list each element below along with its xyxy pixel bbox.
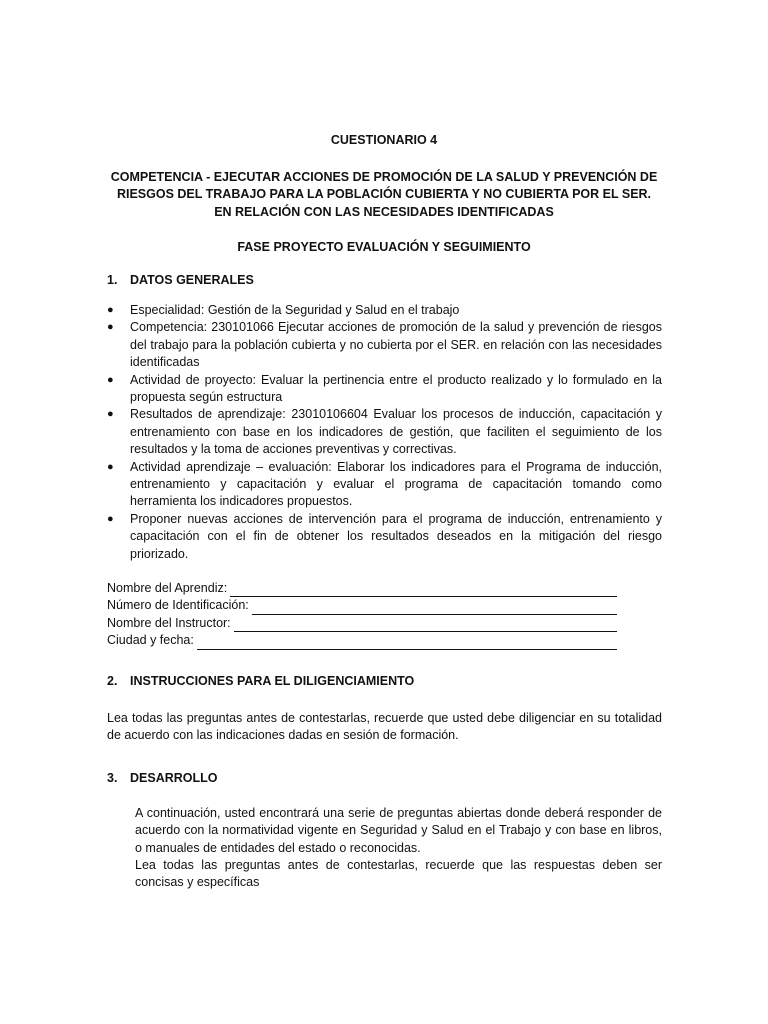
identificacion-blank-line[interactable] [252, 601, 617, 615]
desarrollo-paragraph-2: Lea todas las preguntas antes de contestarlas, recuerde que las respuestas deben ser concisas y específicas [135, 858, 662, 890]
ciudad-fecha-field[interactable] [107, 632, 617, 649]
section-3-heading [107, 770, 218, 787]
section-1-title: DATOS GENERALES [130, 273, 254, 287]
list-item-text: Actividad de proyecto: Evaluar la pertinencia entre el producto realizado y lo formulado en la propuesta según estructura [130, 372, 662, 405]
section-2-title: INSTRUCCIONES PARA EL DILIGENCIAMIENTO [130, 674, 415, 688]
desarrollo-paragraph-1: A continuación, usted encontrará una serie de preguntas abiertas donde deberá responder de acuerdo con la normatividad vigente en Seguridad y Salud en el Trabajo y con base en libros, o manuales de entidades del estado o reconocidas. [135, 806, 662, 855]
identificacion-field[interactable] [107, 597, 617, 614]
competencia-heading: COMPETENCIA - EJECUTAR ACCIONES DE PROMOCIÓN DE LA SALUD Y PREVENCIÓN DE RIESGOS DEL TRABAJO PARA LA POBLACIÓN CUBIERTA Y NO CUBIERTA POR EL SER. EN RELACIÓN CON LAS NECESIDADES IDENTIFICADAS [110, 170, 658, 219]
section-2-heading [107, 673, 414, 690]
ciudad-fecha-label: Ciudad y fecha: [107, 633, 194, 648]
instrucciones-paragraph: Lea todas las preguntas antes de contestarlas, recuerde que usted debe diligenciar en su totalidad de acuerdo con las indicaciones dadas en sesión de formación. [107, 711, 662, 743]
instructor-blank-line[interactable] [234, 618, 617, 632]
ciudad-fecha-blank-line[interactable] [197, 636, 617, 650]
section-1-number: 1. [107, 273, 118, 287]
aprendiz-field[interactable] [107, 580, 617, 597]
list-item [107, 372, 662, 407]
list-item [107, 511, 662, 563]
form-fields [107, 580, 617, 650]
bullet-icon: ● [107, 512, 114, 525]
list-item [107, 302, 662, 319]
section-1-heading [107, 272, 254, 289]
list-item-text: Actividad aprendizaje – evaluación: Elaborar los indicadores para el Programa de inducción, entrenamiento y capacitación y evaluar el programa de capacitación tomando como herramienta los indicadores propuestos. [130, 459, 662, 509]
bullet-icon: ● [107, 460, 114, 473]
list-item-text: Proponer nuevas acciones de intervención para el programa de inducción, entrenamiento y capacitación con el fin de obtener los resultados deseados en la mitigación del riesgo priorizado. [130, 511, 662, 561]
list-item [107, 459, 662, 511]
instructor-label: Nombre del Instructor: [107, 615, 231, 630]
document-title: CUESTIONARIO 4 [330, 133, 438, 147]
fase-heading: FASE PROYECTO EVALUACIÓN Y SEGUIMIENTO [237, 240, 531, 254]
list-item [107, 406, 662, 458]
section-3-title: DESARROLLO [130, 771, 218, 785]
list-item-text: Resultados de aprendizaje: 23010106604 Evaluar los procesos de inducción, capacitación y entrenamiento con base en los indicadores de gestión, que faciliten el seguimiento de los resultados y la toma de acciones preventivas y correctivas. [130, 407, 662, 457]
list-item-text: Competencia: 230101066 Ejecutar acciones de promoción de la salud y prevención de riesgos del trabajo para la población cubierta y no cubierta por el SER. en relación con las necesidades identificadas [130, 320, 662, 370]
bullet-icon: ● [107, 304, 114, 316]
datos-generales-list [107, 302, 662, 563]
list-item-text: Especialidad: Gestión de la Seguridad y Salud en el trabajo [130, 303, 460, 317]
aprendiz-blank-line[interactable] [230, 583, 617, 597]
instructor-field[interactable] [107, 615, 617, 632]
bullet-icon: ● [107, 373, 114, 386]
section-2-number: 2. [107, 674, 118, 688]
bullet-icon: ● [107, 408, 114, 421]
section-3-number: 3. [107, 771, 118, 785]
bullet-icon: ● [107, 321, 114, 334]
identificacion-label: Número de Identificación: [107, 598, 249, 613]
aprendiz-label: Nombre del Aprendiz: [107, 580, 228, 595]
list-item [107, 319, 662, 371]
